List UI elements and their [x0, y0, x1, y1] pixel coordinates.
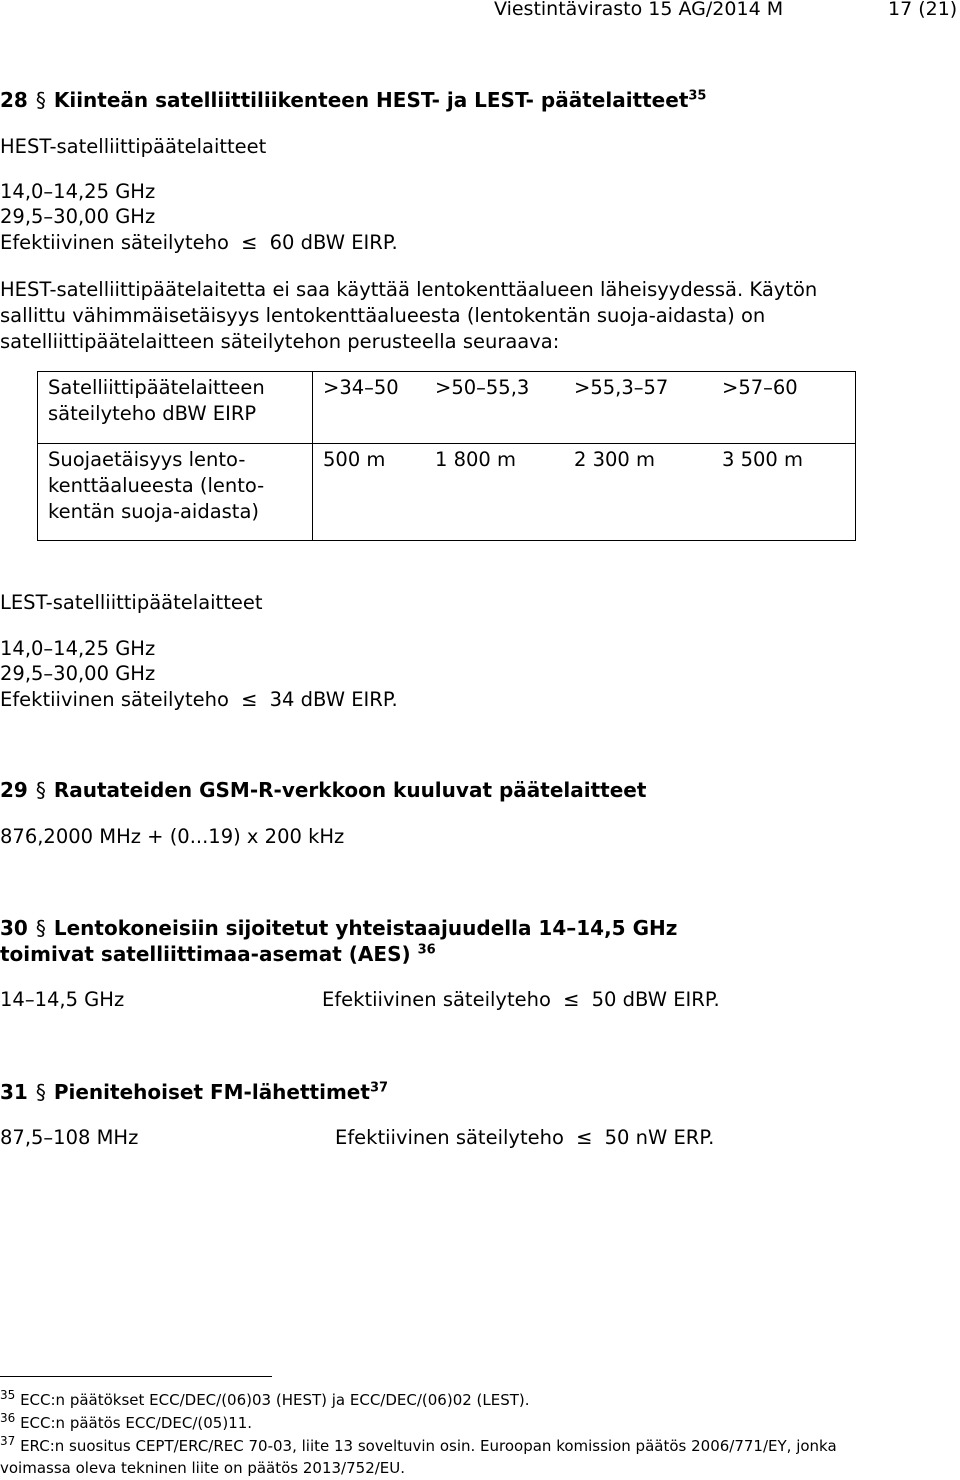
section-number: 29 [0, 778, 28, 802]
hest-power [0, 233, 398, 253]
lest-band-1: 14,0–14,25 GHz [0, 637, 156, 660]
fm-power [335, 1128, 714, 1148]
table-row [38, 372, 856, 444]
table-cell: 3 500 m [712, 444, 856, 541]
footnote-number: 37 [0, 1434, 16, 1448]
row-label-power [38, 372, 313, 444]
table-cell: >34–50 [313, 372, 426, 444]
power-value: 50 nW ERP. [604, 1126, 715, 1149]
hest-note-line-3: satelliittipäätelaitteen säteilytehon perusteella seuraava: [0, 330, 560, 353]
power-value: 60 dBW EIRP. [269, 231, 398, 254]
table-cell: 500 m [313, 444, 426, 541]
label-line: kentän suoja-aidasta) [48, 500, 260, 523]
table-cell: >50–55,3 [425, 372, 564, 444]
section-symbol: § [35, 88, 46, 112]
footnote-ref: 37 [369, 1080, 389, 1096]
section-30-heading-line-2 [0, 944, 436, 964]
label-line: säteilyteho dBW EIRP [48, 402, 257, 425]
footnote-36 [0, 1411, 253, 1432]
lest-heading: LEST-satelliittipäätelaitteet [0, 591, 263, 614]
footnote-text: ECC:n päätös ECC/DEC/(05)11. [20, 1414, 253, 1432]
section-number: 31 [0, 1080, 28, 1104]
footnote-text: ERC:n suositus CEPT/ERC/REC 70-03, liite 13 soveltuvin osin. Euroopan komission päätös 2006/771/EY, jonka [20, 1437, 837, 1455]
section-title: Pienitehoiset FM-lähettimet [53, 1080, 370, 1104]
label-line: Satelliittipäätelaitteen [48, 376, 265, 399]
lest-band-2: 29,5–30,00 GHz [0, 662, 156, 685]
power-prefix: Efektiivinen säteilyteho [322, 988, 551, 1011]
publication-header: Viestintävirasto 15 AG/2014 M [494, 0, 784, 20]
hest-band-2: 29,5–30,00 GHz [0, 205, 156, 228]
footnote-37 [0, 1434, 837, 1455]
section-symbol: § [35, 1080, 46, 1104]
less-equal-symbol: ≤ [241, 688, 258, 711]
table-cell: 1 800 m [425, 444, 564, 541]
section-number: 28 [0, 88, 28, 112]
power-prefix: Efektiivinen säteilyteho [0, 231, 229, 254]
table-cell: >55,3–57 [564, 372, 712, 444]
power-prefix: Efektiivinen säteilyteho [335, 1126, 564, 1149]
section-30-heading-line-1 [0, 918, 677, 938]
footnote-ref: 36 [417, 942, 436, 958]
power-value: 50 dBW EIRP. [591, 988, 720, 1011]
less-equal-symbol: ≤ [563, 988, 580, 1011]
footnote-35 [0, 1388, 530, 1409]
section-title: Kiinteän satelliittiliikenteen HEST- ja LEST- päätelaitteet [53, 88, 689, 112]
footnote-number: 35 [0, 1388, 16, 1402]
page-number: 17 (21) [888, 0, 958, 20]
hest-heading: HEST-satelliittipäätelaitteet [0, 135, 267, 158]
footnote-ref: 35 [688, 88, 707, 104]
section-title: Lentokoneisiin sijoitetut yhteistaajuudella 14–14,5 GHz [53, 916, 678, 940]
section-symbol: § [35, 778, 46, 802]
section-number: 30 [0, 916, 28, 940]
footnote-number: 36 [0, 1411, 16, 1425]
section-title: Rautateiden GSM-R-verkkoon kuuluvat päätelaitteet [53, 778, 647, 802]
lest-power [0, 690, 398, 710]
label-line: kenttäalueesta (lento- [48, 474, 265, 497]
footnote-37-continuation: voimassa oleva tekninen liite on päätös 2013/752/EU. [0, 1459, 406, 1477]
less-equal-symbol: ≤ [576, 1126, 593, 1149]
aes-band: 14–14,5 GHz [0, 988, 125, 1011]
section-title: toimivat satelliittimaa-asemat (AES) [0, 942, 411, 966]
aes-power [322, 990, 720, 1010]
label-line: Suojaetäisyys lento- [48, 448, 246, 471]
distance-table [37, 371, 856, 541]
section-symbol: § [35, 916, 46, 940]
footnote-separator [0, 1376, 272, 1377]
power-prefix: Efektiivinen säteilyteho [0, 688, 229, 711]
section-29-heading [0, 780, 646, 800]
table-cell: 2 300 m [564, 444, 712, 541]
power-value: 34 dBW EIRP. [269, 688, 398, 711]
table-cell: >57–60 [712, 372, 856, 444]
less-equal-symbol: ≤ [241, 231, 258, 254]
footnote-text: ECC:n päätökset ECC/DEC/(06)03 (HEST) ja ECC/DEC/(06)02 (LEST). [20, 1391, 530, 1409]
hest-note-line-2: sallittu vähimmäisetäisyys lentokenttäalueesta (lentokentän suoja-aidasta) on [0, 304, 766, 327]
hest-note-line-1: HEST-satelliittipäätelaitetta ei saa käyttää lentokenttäalueen läheisyydessä. Käytön [0, 278, 818, 301]
section-31-heading [0, 1082, 388, 1102]
fm-band: 87,5–108 MHz [0, 1126, 139, 1149]
table-row [38, 444, 856, 541]
section-28-heading [0, 90, 706, 110]
row-label-distance [38, 444, 313, 541]
hest-band-1: 14,0–14,25 GHz [0, 180, 156, 203]
gsmr-frequency: 876,2000 MHz + (0...19) x 200 kHz [0, 825, 345, 848]
